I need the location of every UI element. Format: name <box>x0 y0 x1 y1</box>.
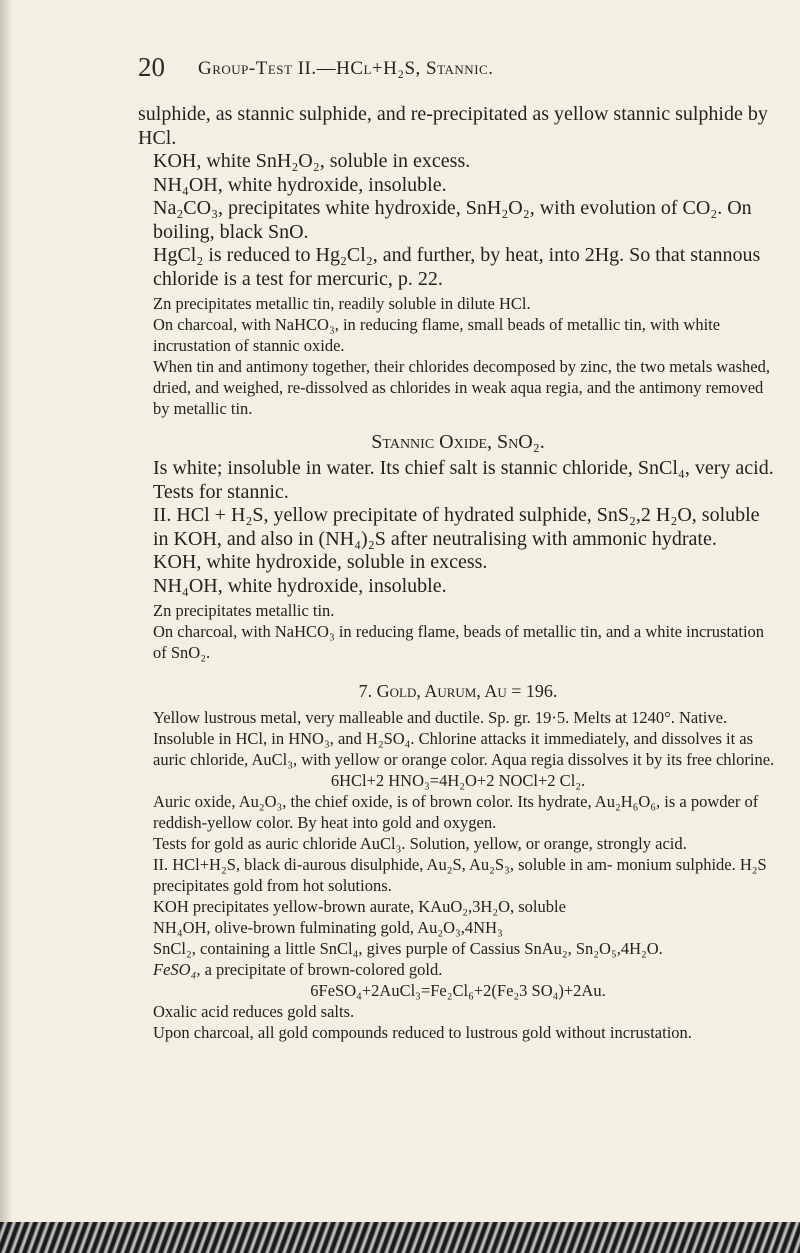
small-paragraph: On charcoal, with NaHCO₃, in reducing flame, small beads of metallic tin, with white incrustation of stannic oxide. <box>153 315 721 355</box>
small-paragraph: Tests for gold as auric chloride AuCl₃. Solution, yellow, or orange, strongly acid. <box>153 834 687 853</box>
small-paragraph: KOH precipitates yellow-brown aurate, KAuO₂,3H₂O, soluble <box>153 897 566 916</box>
small-paragraph: Zn precipitates metallic tin. <box>153 601 335 620</box>
paragraph: Tests for stannic. <box>153 480 289 503</box>
small-paragraph: II. HCl+H₂S, black di-aurous disulphide, Au₂S, Au₂S₃, soluble in am- monium sulphide. H₂S precipitates gold from hot solutions. <box>153 855 767 895</box>
paragraph: HgCl₂ is reduced to Hg₂Cl₂, and further, by heat, into 2Hg. So that stannous chloride is a test for mercuric, p. 22. <box>153 244 761 290</box>
small-paragraph <box>138 959 778 980</box>
equation: 6HCl+2 HNO₃=4H₂O+2 NOCl+2 Cl₂. <box>330 771 586 790</box>
paragraph: Na₂CO₃, precipitates white hydroxide, SnH₂O₂, with evolution of CO₂. On boiling, black SnO. <box>153 197 752 243</box>
small-paragraph: Zn precipitates metallic tin, readily soluble in dilute HCl. <box>153 294 531 313</box>
scan-edge-band <box>0 1222 800 1253</box>
small-paragraph: Auric oxide, Au₂O₃, the chief oxide, is of brown color. Its hydrate, Au₂H₆O₆, is a powder of reddish-yellow color. By heat into gold and oxygen. <box>153 792 759 832</box>
small-paragraph: Oxalic acid reduces gold salts. <box>153 1002 355 1021</box>
paragraph: KOH, white SnH₂O₂, soluble in excess. <box>153 150 471 172</box>
paragraph: II. HCl + H₂S, yellow precipitate of hydrated sulphide, SnS₂,2 H₂O, soluble in KOH, and also in (NH₄)₂S after neutralising with ammonic hydrate. <box>153 504 760 550</box>
small-paragraph: SnCl₂, containing a little SnCl₄, gives purple of Cassius SnAu₂, Sn₂O₅,4H₂O. <box>153 939 663 958</box>
paragraph: NH₄OH, white hydroxide, insoluble. <box>153 574 447 597</box>
page-body <box>138 103 778 1043</box>
paragraph: Is white; insoluble in water. Its chief salt is stannic chloride, SnCl₄, very acid. <box>153 457 774 479</box>
small-paragraph: Yellow lustrous metal, very malleable and ductile. Sp. gr. 19·5. Melts at 1240°. Native. Insoluble in HCl, in HNO₃, and H₂SO₄. Chlorine attacks it immediately, and dissolves it as auric chloride, AuCl₃, with yellow or orange color. Aqua regia dissolves it by its free chlorine. <box>153 708 775 769</box>
paragraph: NH₄OH, white hydroxide, insoluble. <box>153 173 447 196</box>
italic-formula: FeSO₄ <box>153 960 197 979</box>
running-head: Group-Test II.—HCl+H₂S, Stannic. <box>198 58 494 79</box>
equation: 6FeSO₄+2AuCl₃=Fe₂Cl₆+2(Fe₂3 SO₄)+2Au. <box>310 981 606 1000</box>
small-paragraph: NH₄OH, olive-brown fulminating gold, Au₂O₃,4NH₃ <box>153 918 503 937</box>
small-paragraph: On charcoal, with NaHCO₃ in reducing flame, beads of metallic tin, and a white incrustation of SnO₂. <box>153 622 765 662</box>
page-number: 20 <box>138 52 165 82</box>
page-header <box>138 50 778 90</box>
section-heading: 7. Gold, Aurum, Au = 196. <box>358 681 558 701</box>
paragraph: KOH, white hydroxide, soluble in excess. <box>153 551 488 573</box>
small-paragraph: When tin and antimony together, their chlorides decomposed by zinc, the two metals washed, dried, and weighed, re-dissolved as chlorides in weak aqua regia, and the antimony removed by metallic tin. <box>153 357 771 418</box>
text-run: , a precipitate of brown-colored gold. <box>196 960 443 979</box>
paragraph: sulphide, as stannic sulphide, and re-precipitated as yellow stannic sulphide by HCl. <box>138 103 768 149</box>
small-paragraph: Upon charcoal, all gold compounds reduced to lustrous gold without incrustation. <box>153 1023 692 1042</box>
page-gutter-shadow <box>0 0 12 1222</box>
section-heading: Stannic Oxide, SnO₂. <box>371 431 545 453</box>
